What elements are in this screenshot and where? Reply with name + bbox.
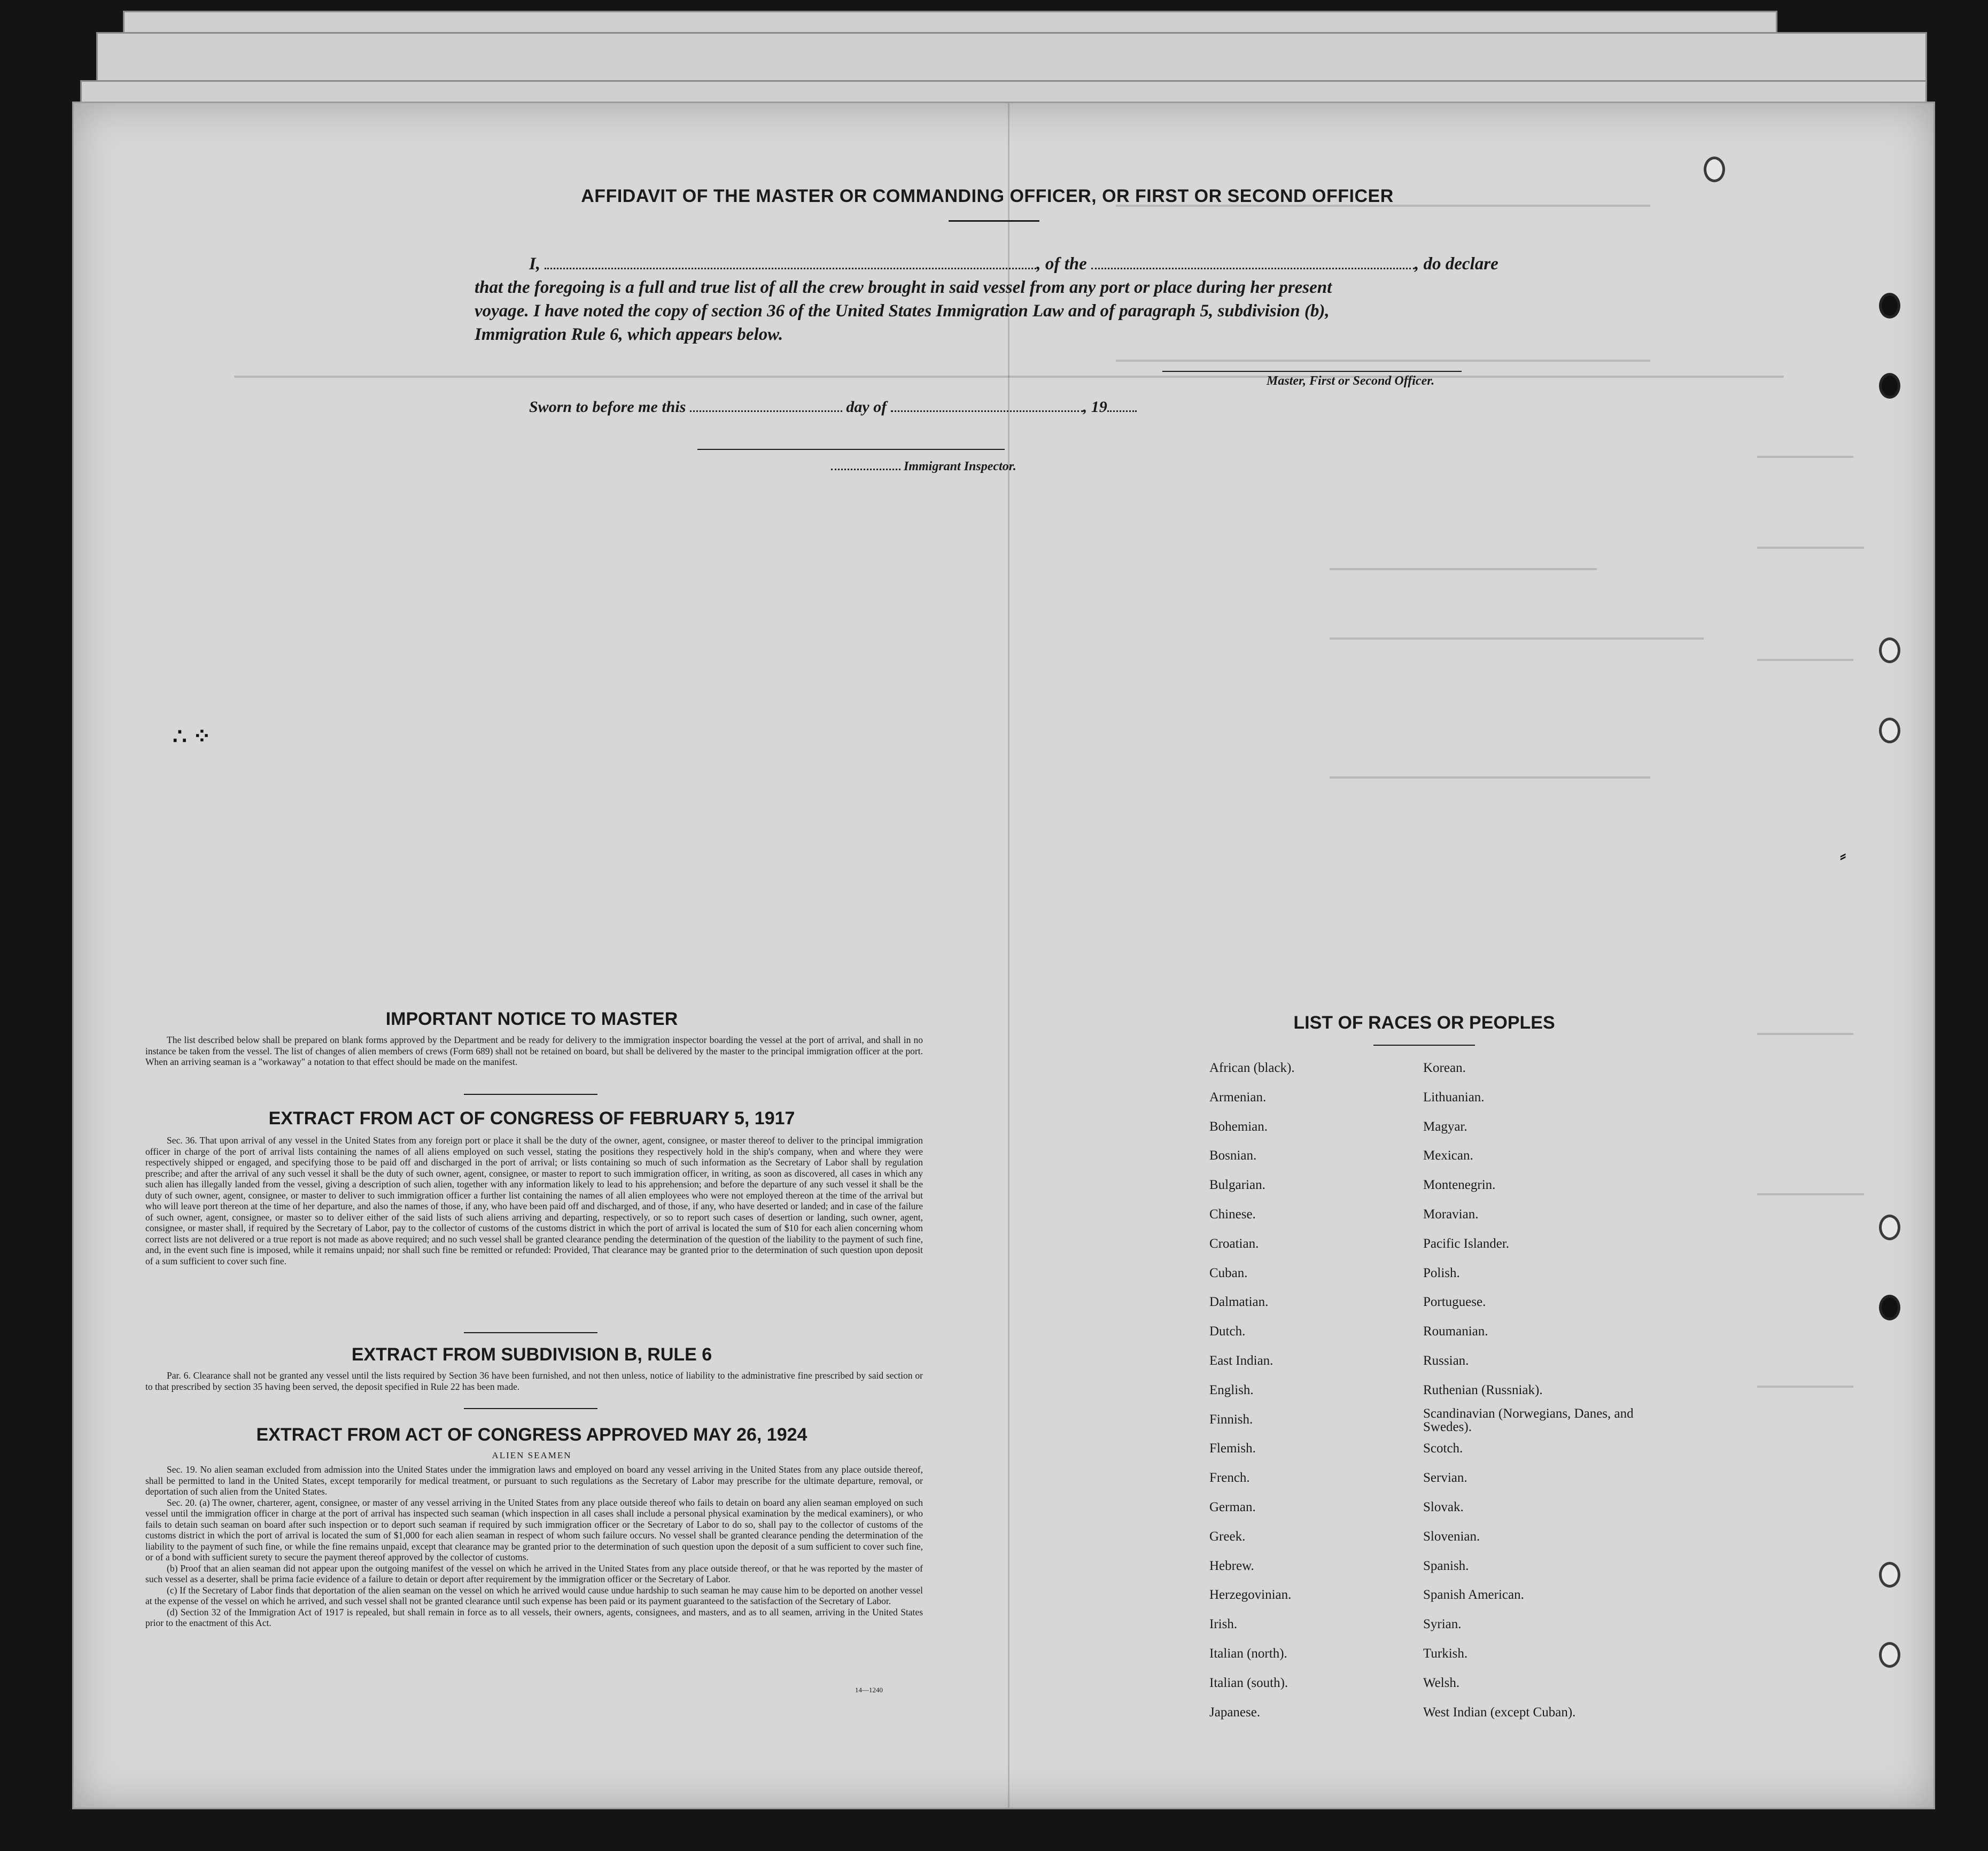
affidavit-title: AFFIDAVIT OF THE MASTER OR COMMANDING OFFICER, OR FIRST OR SECOND OFFICER	[581, 186, 1394, 206]
notice-title: IMPORTANT NOTICE TO MASTER	[385, 1009, 678, 1029]
inspector-label	[831, 460, 1016, 474]
race-item: Portuguese.	[1423, 1295, 1486, 1310]
sec-20a-paragraph: Sec. 20. (a) The owner, charterer, agent, consignee, or master of any vessel arriving in the United States from any place outside thereof who fails to detain on board any alien seaman employed on such vessel until the immigration officer in charge at the port of arrival has inspected such seaman (which inspection in all cases shall include a personal physical examination by the medical examiners), or who fails to detain such seaman on board after such inspection or to deport such seaman if required by such immigration officer or the Secretary of Labor to do so, shall pay to the collector of customs of the customs district in which the port of arrival is located the sum of $1,000 for each alien seaman in respect of whom such failure occurs. No vessel shall be granted clearance pending the determination of the liability to the payment of such fine, or while the fine remains unpaid, except that clearance may be granted prior to the determination of such question upon the deposit of a sum sufficient to cover such fine, or of a bond with sufficient surety to secure the payment thereof approved by the collector of customs.	[145, 1497, 923, 1562]
extract-1917-text	[145, 1135, 923, 1266]
bleed-through-mark	[1330, 637, 1704, 640]
sworn-line	[529, 398, 1137, 416]
race-item: Dalmatian.	[1209, 1295, 1269, 1310]
bleed-through-mark	[1757, 1386, 1853, 1388]
master-signature-line[interactable]	[1162, 371, 1462, 372]
master-signature-label: Master, First or Second Officer.	[1267, 374, 1435, 388]
race-item: Syrian.	[1423, 1617, 1462, 1632]
inspector-label-text: Immigrant Inspector.	[904, 460, 1016, 473]
bleed-through-mark	[1757, 659, 1853, 661]
race-item: Slovenian.	[1423, 1529, 1480, 1544]
sworn-month-field[interactable]	[891, 399, 1083, 412]
binder-hole	[1879, 373, 1900, 399]
affidavit-line-2: that the foregoing is a full and true list of all the crew brought in said vessel from any port or place during her present	[475, 278, 1332, 297]
master-name-field[interactable]	[545, 256, 1036, 269]
affidavit-line-1	[529, 254, 1498, 274]
race-item: Bosnian.	[1209, 1148, 1257, 1163]
affidavit-i-label: I,	[529, 254, 541, 274]
sec-19-paragraph: Sec. 19. No alien seaman excluded from admission into the United States under the immigration laws and employed on board any vessel arriving in the United States from any place outside thereof, shall be permitted to land in the United States, except temporarily for medical treatment, or pursuant to such regulations as the Secretary of Labor may prescribe for the ultimate departure, removal, or deportation of such alien from the United States.	[145, 1464, 923, 1497]
race-item: Chinese.	[1209, 1207, 1256, 1222]
rule-6-text	[145, 1370, 923, 1392]
of-the-label: , of the	[1036, 254, 1087, 274]
race-item: Scotch.	[1423, 1441, 1463, 1456]
race-item: Slovak.	[1423, 1500, 1464, 1514]
race-item: Bulgarian.	[1209, 1178, 1265, 1193]
sec-20d-paragraph: (d) Section 32 of the Immigration Act of 1917 is repealed, but shall remain in force as to all vessels, their owners, agents, consignees, and masters, and as to all seamen, arriving in the United States prior to the enactment of this Act.	[145, 1606, 923, 1628]
race-item: Croatian.	[1209, 1236, 1259, 1251]
binder-hole	[1879, 718, 1900, 743]
rule-6-title: EXTRACT FROM SUBDIVISION B, RULE 6	[351, 1344, 712, 1365]
ink-marks: ∴ ⁘	[173, 725, 212, 749]
binder-hole	[1879, 637, 1900, 663]
alien-seamen-subtitle: ALIEN SEAMEN	[492, 1450, 572, 1460]
races-title-rule	[1373, 1045, 1475, 1046]
extract-1917-title: EXTRACT FROM ACT OF CONGRESS OF FEBRUARY 5, 1917	[268, 1108, 795, 1129]
bleed-through-mark	[1757, 456, 1853, 458]
race-item: Cuban.	[1209, 1265, 1248, 1280]
vessel-name-field[interactable]	[1091, 256, 1415, 269]
inspector-signature-line[interactable]	[697, 449, 1005, 450]
race-item: Magyar.	[1423, 1119, 1467, 1134]
bleed-through-mark	[1757, 1193, 1864, 1195]
race-item: Turkish.	[1423, 1646, 1468, 1661]
bleed-through-mark	[1757, 1033, 1853, 1035]
binder-hole	[1879, 1295, 1900, 1320]
year-label: , 19	[1083, 398, 1107, 416]
sec-20b-paragraph: (b) Proof that an alien seaman did not appear upon the outgoing manifest of the vessel on which he arrived in the United States from any place outside thereof, or that he was reported by the master of such vessel as a deserter, shall be prima facie evidence of a failure to detain or deport after requirement by the immigration officer or the Secretary of Labor.	[145, 1562, 923, 1584]
race-item: Scandinavian (Norwegians, Danes, and Swedes).	[1423, 1406, 1634, 1434]
race-item: Russian.	[1423, 1354, 1469, 1368]
race-item: Moravian.	[1423, 1207, 1479, 1222]
notice-text	[145, 1035, 923, 1068]
bleed-through-mark	[234, 376, 1784, 378]
binder-hole	[1879, 1215, 1900, 1240]
race-item: Welsh.	[1423, 1675, 1460, 1690]
sworn-day-field[interactable]	[690, 399, 842, 412]
affidavit-line-4: Immigration Rule 6, which appears below.	[475, 325, 783, 344]
section-rule	[464, 1094, 597, 1095]
extract-1917-paragraph: Sec. 36. That upon arrival of any vessel in the United States from any foreign port or place it shall be the duty of the owner, agent, consignee, or master thereof to deliver to the principal immigration officer in charge of the port of arrival lists containing the names of all aliens employed on such vessel, stating the positions they respectively hold in the ship's company, when and where they were respectively shipped or engaged, and specifying those to be paid off and discharged in the port of arrival; or lists containing so much of such information as the Secretary of Labor shall by regulation prescribe; and after the arrival of any such vessel it shall be the duty of such owner, agent, consignee, or master to report to such immigration officer, in writing, as soon as discovered, all cases in which any such alien has illegally landed from the vessel, giving a description of such alien, together with any information likely to lead to his apprehension; and before the departure of any such vessel it shall be the duty of such owner, agent, consignee, or master to deliver to such immigration officer a further list containing the names of all alien employees who were not employed thereon at the time of the arrival but who will leave port thereon at the time of her departure, and also the names of those, if any, who have been paid off and discharged, and of those, if any, who have deserted or landed; and in case of the failure of such owner, agent, consignee, or master so to deliver either of the said lists of such aliens arriving and departing, respectively, or so to report such cases of desertion or landing, such owner, agent, consignee, or master shall, if required by the Secretary of Labor, pay to the collector of customs of the customs district in which the port of arrival is located the sum of $10 for each alien concerning whom correct lists are not delivered or a true report is not made as above required; and no such vessel shall be granted clearance pending the determination of the question of the liability to the payment of such fine, and, in the event such fine is imposed, while it remains unpaid; nor shall such fine be remitted or refunded: Provided, That clearance may be granted prior to the determination of such question upon deposit of a sum sufficient to cover such fine.	[145, 1135, 923, 1266]
race-item: Korean.	[1423, 1061, 1466, 1075]
race-item: Polish.	[1423, 1265, 1460, 1280]
race-item: Pacific Islander.	[1423, 1236, 1510, 1251]
form-number: 14—1240	[855, 1686, 883, 1694]
day-of-label: day of	[846, 398, 887, 416]
binder-hole	[1879, 293, 1900, 318]
race-item: Armenian.	[1209, 1090, 1267, 1105]
race-item: German.	[1209, 1500, 1256, 1514]
rule-6-paragraph: Par. 6. Clearance shall not be granted any vessel until the lists required by Section 36 have been furnished, and not then unless, notice of liability to the administrative fine prescribed by said section or to that prescribed by section 35 having been served, the deposit specified in Rule 22 has been made.	[145, 1370, 923, 1392]
ink-marks: ⸗	[1840, 846, 1846, 866]
bleed-through-mark	[1116, 360, 1650, 362]
race-item: Servian.	[1423, 1471, 1467, 1486]
race-item: West Indian (except Cuban).	[1423, 1705, 1576, 1720]
binder-hole	[1704, 157, 1725, 182]
race-item: Greek.	[1209, 1529, 1246, 1544]
declare-label: , do declare	[1415, 254, 1498, 274]
page-fold	[1008, 103, 1009, 1808]
race-item: Spanish American.	[1423, 1588, 1524, 1603]
extract-1924-title: EXTRACT FROM ACT OF CONGRESS APPROVED MAY 26, 1924	[256, 1425, 807, 1445]
race-item: Spanish.	[1423, 1558, 1469, 1573]
race-item: East Indian.	[1209, 1354, 1273, 1368]
title-rule	[949, 220, 1039, 222]
race-item: Ruthenian (Russniak).	[1423, 1382, 1543, 1397]
race-item: African (black).	[1209, 1061, 1295, 1075]
race-item: Italian (south).	[1209, 1675, 1288, 1690]
section-rule	[464, 1408, 597, 1409]
races-title: LIST OF RACES OR PEOPLES	[1293, 1013, 1555, 1033]
sworn-label: Sworn to before me this	[529, 398, 686, 416]
race-item: Finnish.	[1209, 1412, 1253, 1427]
section-rule	[464, 1332, 597, 1333]
race-item: Mexican.	[1423, 1148, 1473, 1163]
race-item: Herzegovinian.	[1209, 1588, 1292, 1603]
race-item: English.	[1209, 1382, 1254, 1397]
race-item: Dutch.	[1209, 1324, 1246, 1339]
race-item: Montenegrin.	[1423, 1178, 1496, 1193]
sec-20c-paragraph: (c) If the Secretary of Labor finds that deportation of the alien seaman on the vessel on which he arrived would cause undue hardship to such seaman he may cause him to be deported on another vessel at the expense of the vessel on which he arrived, and such vessel shall not be granted clearance until such expense has been paid or its payment guaranteed to the satisfaction of the Secretary of Labor.	[145, 1584, 923, 1606]
race-item: Irish.	[1209, 1617, 1238, 1632]
extract-1924-text	[145, 1464, 923, 1629]
bleed-through-mark	[1757, 547, 1864, 549]
binder-hole	[1879, 1642, 1900, 1668]
affidavit-line-3: voyage. I have noted the copy of section 36 of the United States Immigration Law and of paragraph 5, subdivision (b),	[475, 301, 1330, 321]
inspector-dots	[831, 460, 900, 470]
race-item: Hebrew.	[1209, 1558, 1254, 1573]
race-item: French.	[1209, 1471, 1250, 1486]
race-item: Bohemian.	[1209, 1119, 1268, 1134]
race-item: Italian (north).	[1209, 1646, 1287, 1661]
bleed-through-mark	[1330, 568, 1597, 570]
binder-hole	[1879, 1562, 1900, 1588]
race-item: Lithuanian.	[1423, 1090, 1485, 1105]
notice-paragraph: The list described below shall be prepared on blank forms approved by the Department and be ready for delivery to the immigration inspector boarding the vessel at the port of arrival, and shall in no instance be taken from the vessel. The list of changes of alien members of crews (Form 689) shall not be retained on board, but shall be delivered by the master to the principal immigration officer at the port. When an arriving seaman is a "workaway" a notation to that effect should be made on the manifest.	[145, 1035, 923, 1067]
sworn-year-field[interactable]	[1107, 399, 1137, 412]
race-item: Flemish.	[1209, 1441, 1256, 1456]
bleed-through-mark	[1330, 776, 1650, 779]
race-item: Roumanian.	[1423, 1324, 1488, 1339]
race-item: Japanese.	[1209, 1705, 1261, 1720]
